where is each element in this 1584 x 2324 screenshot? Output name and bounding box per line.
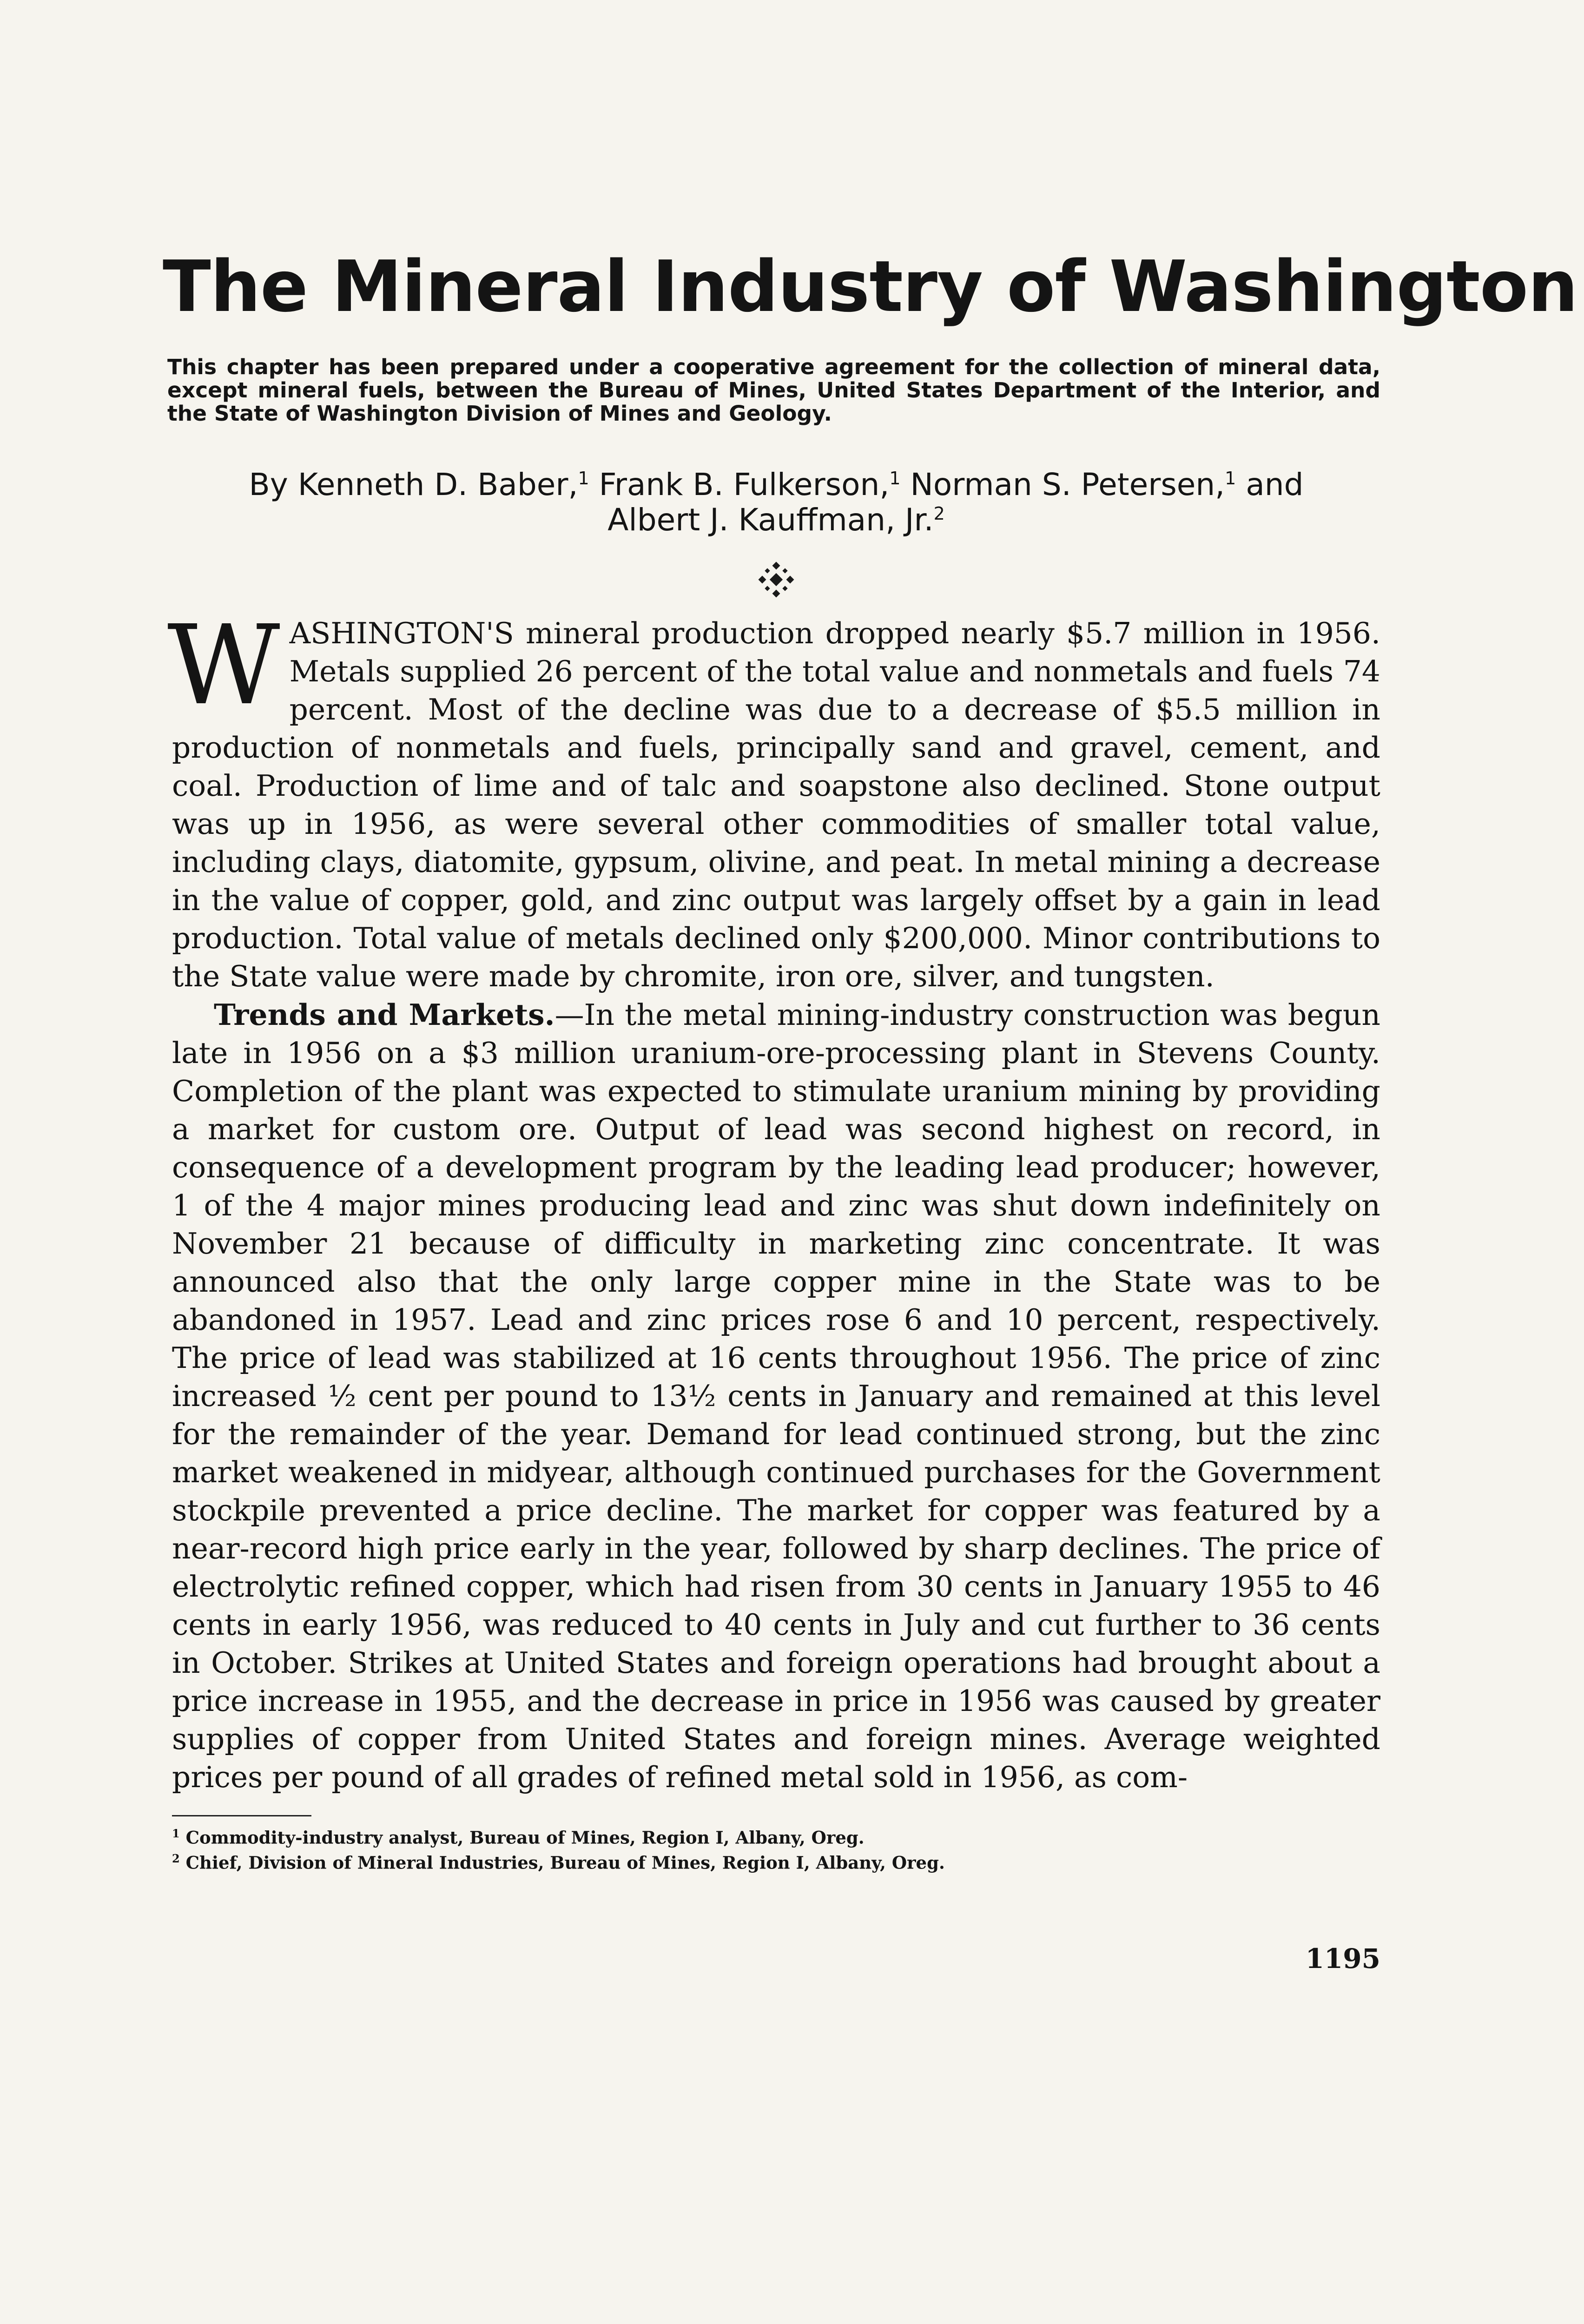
paragraph-overview: [167, 601, 1380, 996]
footnote-divider: [172, 1815, 311, 1816]
page-number: 1195: [1305, 1943, 1380, 1975]
section-lead-in: Trends and Markets.: [214, 997, 555, 1032]
footnote-mark: 1: [578, 468, 589, 489]
footnote: [172, 1823, 1380, 1848]
footnote-mark: 1: [889, 468, 901, 489]
footnote: [172, 1848, 1380, 1873]
diamond-ornament-icon: [758, 561, 795, 598]
author-name: Frank B. Fulkerson,: [599, 466, 890, 502]
footnote-text: Commodity-industry analyst, Bureau of Mines, Region I, Albany, Oreg.: [185, 1827, 865, 1848]
byline-conjunction: and: [1246, 466, 1304, 502]
chapter-intro: This chapter has been prepared under a cooperative agreement for the collection of mineral data, except mineral fuels, between the Bureau of Mines, United States Department of the Interior, and the State of Washington Division of Mines and Geology.: [167, 354, 1380, 426]
footnote-mark: 1: [1225, 468, 1236, 489]
drop-cap: W: [167, 601, 280, 729]
footnote-text: Chief, Division of Mineral Industries, Bureau of Mines, Region I, Albany, Oreg.: [185, 1852, 945, 1873]
footnotes: [172, 1823, 1380, 1874]
diamond-ornament-icon: [172, 561, 1380, 601]
document-page: [163, 245, 1578, 1975]
footnote-mark: 1: [172, 1826, 180, 1840]
author-name: Kenneth D. Baber,: [297, 466, 578, 502]
byline-prefix: By: [249, 466, 288, 502]
article-body: [167, 601, 1380, 1796]
author-name: Albert J. Kauffman, Jr.: [607, 502, 934, 538]
author-byline: [172, 467, 1380, 538]
paragraph-trends: [172, 996, 1380, 1796]
paragraph-text: ASHINGTON'S mineral production dropped nearly $5.7 million in 1956. Metals supplied 26 percent of the total value and nonmetals and fuels 74 percent. Most of the decline was due to a decrease of $5.5 million in production of nonmetals and fuels, principally sand and gravel, cement, and coal. Production of lime and of talc and soapstone also declined. Stone output was up in 1956, as were several other commodities of smaller total value, including clays, diatomite, gypsum, olivine, and peat. In metal mining a decrease in the value of copper, gold, and zinc output was largely offset by a gain in lead production. Total value of metals declined only $200,000. Minor contributions to the State value were made by chromite, iron ore, silver, and tungsten.: [172, 616, 1380, 993]
page-title: The Mineral Industry of Washington: [163, 245, 1578, 328]
paragraph-text: —In the metal mining-industry construction was begun late in 1956 on a $3 million uranium-ore-processing plant in Stevens County. Completion of the plant was expected to stimulate uranium mining by providing a market for custom ore. Output of lead was second highest on record, in consequence of a development program by the leading lead producer; however, 1 of the 4 major mines producing lead and zinc was shut down indefinitely on November 21 because of difficulty in marketing zinc concentrate. It was announced also that the only large copper mine in the State was to be abandoned in 1957. Lead and zinc prices rose 6 and 10 percent, respectively. The price of lead was stabilized at 16 cents throughout 1956. The price of zinc increased ½ cent per pound to 13½ cents in January and remained at this level for the remainder of the year. Demand for lead continued strong, but the zinc market weakened in midyear, although continued purchases for the Government stockpile prevented a price decline. The market for copper was featured by a near-record high price early in the year, followed by sharp declines. The price of electrolytic refined copper, which had risen from 30 cents in January 1955 to 46 cents in early 1956, was reduced to 40 cents in July and cut further to 36 cents in October. Strikes at United States and foreign operations had brought about a price increase in 1955, and the decrease in price in 1956 was caused by greater supplies of copper from United States and foreign mines. Average weighted prices per pound of all grades of refined metal sold in 1956, as com-: [172, 997, 1380, 1794]
footnote-mark: 2: [172, 1852, 180, 1866]
footnote-mark: 2: [933, 503, 945, 524]
author-name: Norman S. Petersen,: [910, 466, 1225, 502]
